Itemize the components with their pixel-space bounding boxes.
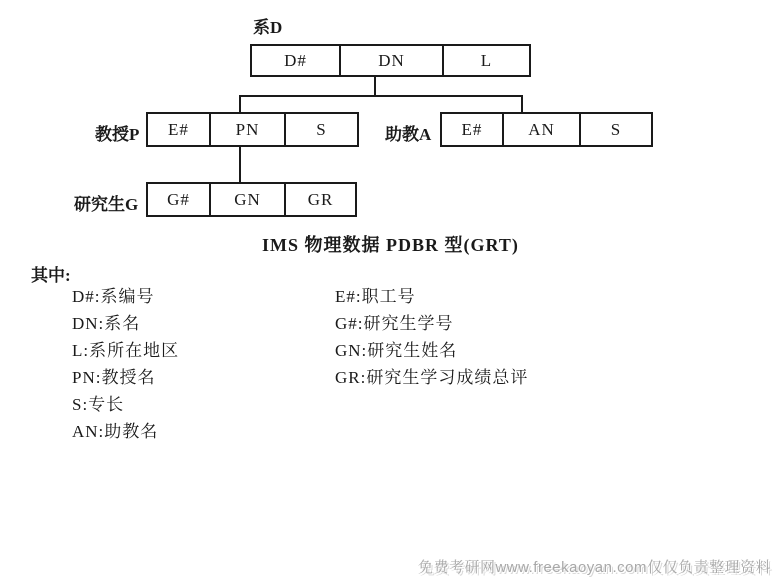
legend-right-column: [335, 283, 528, 391]
record-box-prof: [146, 112, 359, 147]
node-label-prof: 教授P: [95, 125, 140, 144]
connector-prof-to-grad: [239, 147, 241, 182]
record-box-dept: [250, 44, 531, 77]
connector-dept-stem: [374, 77, 376, 96]
connector-horizontal-bar: [239, 95, 523, 97]
field-dept-name: DN: [339, 46, 442, 75]
field-prof-e-number: E#: [168, 119, 189, 139]
field-dept-d-number: D#: [284, 50, 307, 70]
field-grad-name: GN: [209, 184, 284, 215]
field-prof-specialty: S: [284, 114, 357, 145]
field-grad-grade: GR: [284, 184, 355, 215]
field-assistant-e-number: E#: [461, 119, 483, 139]
legend-item: E#:职工号: [335, 287, 416, 306]
legend-item: D#:系编号: [72, 287, 155, 306]
node-label-dept: 系D: [253, 18, 283, 37]
legend-item: GR:研究生学习成绩总评: [335, 368, 529, 387]
legend-item: PN:教授名: [72, 368, 156, 387]
legend-item: GN:研究生姓名: [335, 341, 458, 360]
field-assistant-specialty: S: [579, 114, 651, 145]
legend-heading: 其中:: [31, 266, 71, 285]
legend-item: DN:系名: [72, 314, 141, 333]
watermark-text: 免费考研网www.freekaoyan.com仅仅负责整理资料: [417, 559, 771, 576]
connector-to-prof: [239, 95, 241, 113]
field-grad-g-number: G#: [167, 189, 190, 209]
diagram-caption: IMS 物理数据 PDBR 型(GRT): [262, 235, 519, 255]
record-box-grad: [146, 182, 357, 217]
field-assistant-name: AN: [502, 114, 579, 145]
node-label-grad: 研究生G: [74, 195, 139, 214]
connector-to-assistant: [521, 95, 523, 113]
legend-item: L:系所在地区: [72, 341, 180, 360]
field-dept-location: L: [442, 46, 529, 75]
node-label-assistant: 助教A: [385, 125, 432, 144]
legend-left-column: [72, 283, 179, 445]
legend-item: G#:研究生学号: [335, 314, 454, 333]
legend-item: AN:助教名: [72, 422, 159, 441]
legend-item: S:专长: [72, 395, 125, 414]
record-box-assistant: [440, 112, 653, 147]
field-prof-name: PN: [209, 114, 284, 145]
